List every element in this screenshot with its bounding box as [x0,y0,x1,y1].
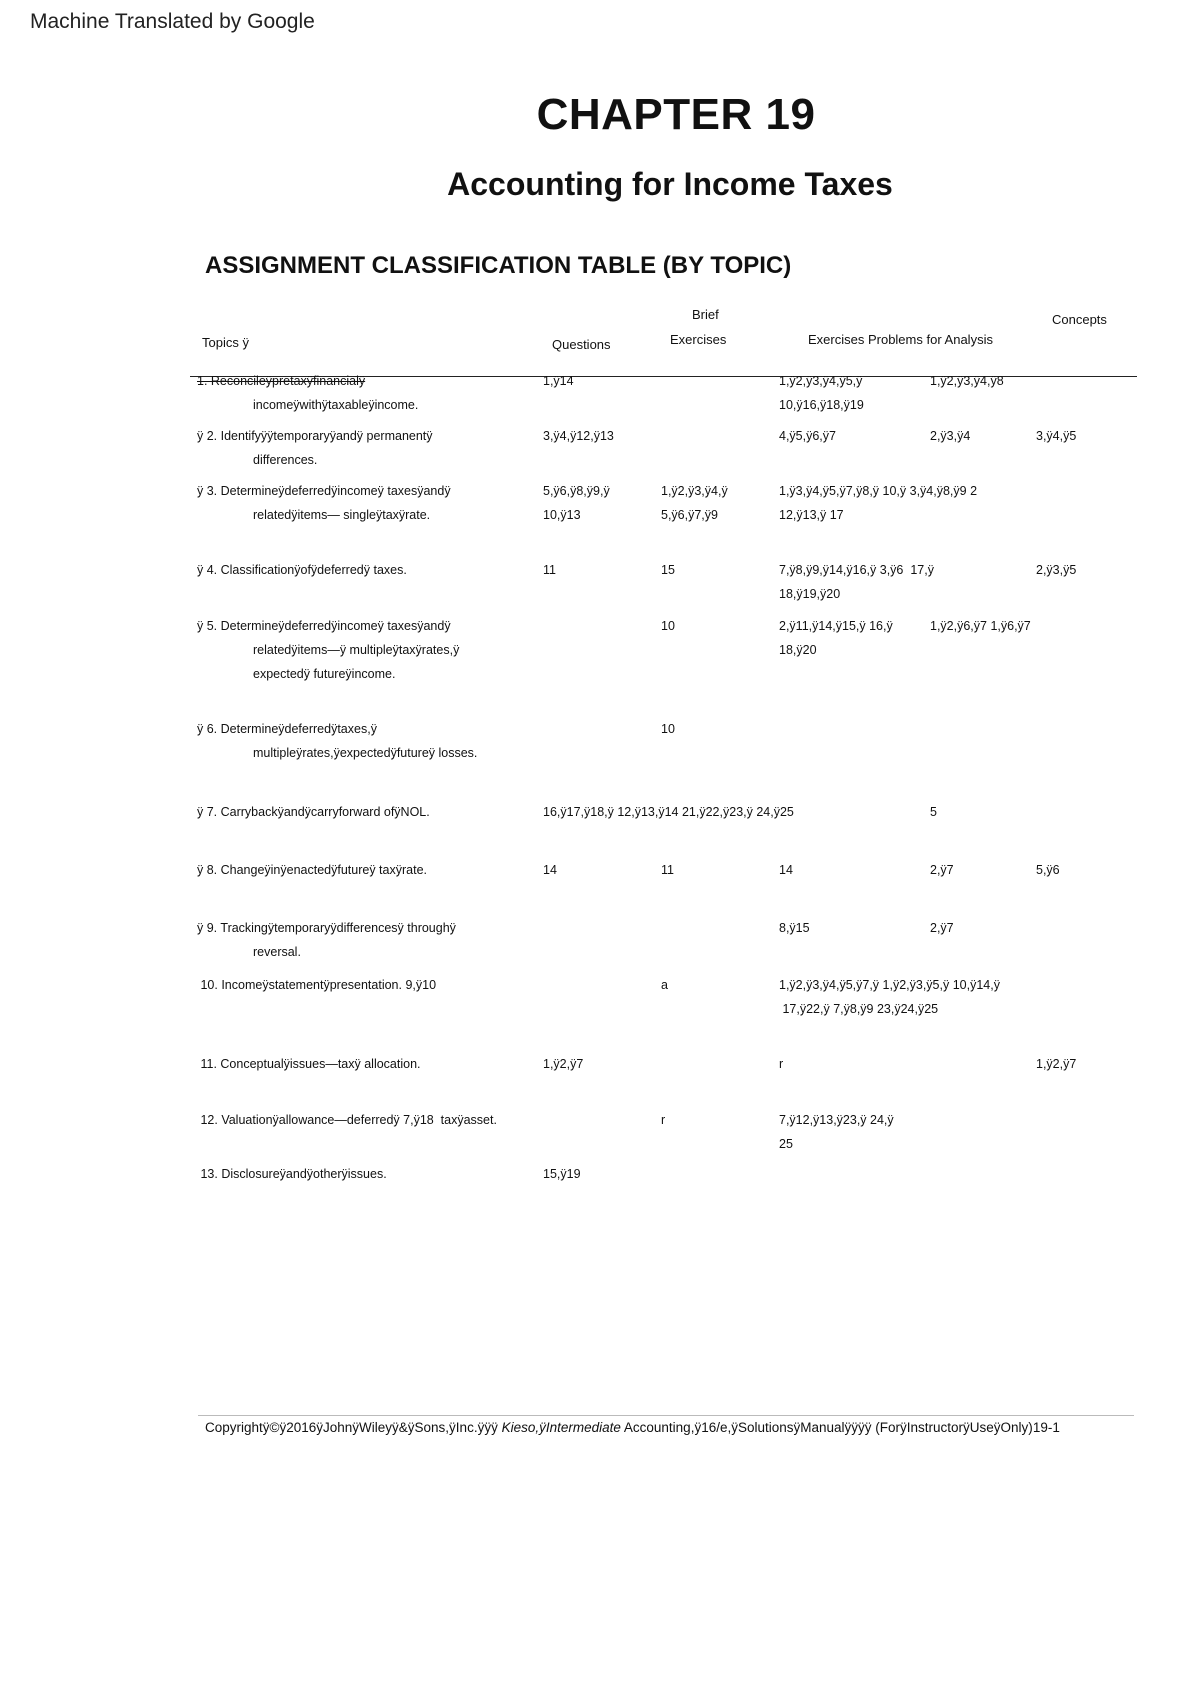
topic-cell [197,858,427,882]
header-questions: Questions [552,337,611,352]
topic-line-2: relatedÿitems— singleÿtaxÿrate. [253,508,431,522]
topic-cell [197,558,407,582]
problems-cell: 2,ÿ7 [930,921,954,935]
problems-cell: 2,ÿ3,ÿ4 [930,429,971,443]
exercises-cell: 1,ÿ3,ÿ4,ÿ5,ÿ7,ÿ8,ÿ 10,ÿ 3,ÿ4,ÿ8,ÿ9 2 12,ÿ13,ÿ 17 [779,484,978,522]
topic-cell [197,717,477,765]
brief-exercises-cell: 1,ÿ2,ÿ3,ÿ4,ÿ 5,ÿ6,ÿ7,ÿ9 [661,484,728,522]
concepts-cell: 2,ÿ3,ÿ5 [1036,563,1077,577]
exercises-cell: r [779,1057,784,1071]
topic-line-1: 13. Disclosureÿandÿotherÿissues. [197,1167,387,1181]
page-footer [205,1420,1060,1435]
questions-cell: 1,ÿ14 [543,374,574,388]
brief-exercises-cell: 15 [661,563,675,577]
questions-cell: 5,ÿ6,ÿ8,ÿ9,ÿ 10,ÿ13 [543,484,610,522]
topic-line-2: differences. [253,453,318,467]
chapter-subtitle: Accounting for Income Taxes [447,166,893,202]
section-title: ASSIGNMENT CLASSIFICATION TABLE (BY TOPIC) [205,252,792,279]
problems-cell: 5 [930,805,937,819]
brief-exercises-cell: 11 [661,863,674,877]
topic-cell [197,1052,421,1076]
questions-cell: 14 [543,863,557,877]
concepts-cell: 5,ÿ6 [1036,863,1060,877]
problems-cell: 1,ÿ2,ÿ3,ÿ4,ÿ8 [930,374,1004,388]
topic-line-1: ÿ 9. Trackingÿtemporaryÿdifferencesÿ throughÿ [197,921,456,935]
header-brief-exercises: Exercises [670,332,727,347]
topic-line-1: ÿ 3. Determineÿdeferredÿincomeÿ taxesÿandÿ [197,484,451,498]
header-concepts: Concepts [1052,312,1107,327]
exercises-cell: 7,ÿ8,ÿ9,ÿ14,ÿ16,ÿ 3,ÿ6 17,ÿ 18,ÿ19,ÿ20 [779,563,934,601]
chapter-title: CHAPTER 19 [536,90,816,139]
problems-cell: 1,ÿ2,ÿ6,ÿ7 1,ÿ6,ÿ7 [930,619,1031,633]
topic-cell [197,800,430,824]
brief-exercises-cell: r [661,1113,666,1127]
questions-cell: 3,ÿ4,ÿ12,ÿ13 [543,429,614,443]
header-brief: Brief [692,307,719,322]
topic-line-1: ÿ 8. Changeÿinÿenactedÿfutureÿ taxÿrate. [197,863,427,877]
footer-page-number: 19-1 [1032,1420,1060,1435]
exercises-cell: 8,ÿ15 [779,921,810,935]
header-topics: Topics ÿ [202,335,249,350]
exercises-cell: 1,ÿ2,ÿ3,ÿ4,ÿ5,ÿ7,ÿ 1,ÿ2,ÿ3,ÿ5,ÿ 10,ÿ14,ÿ 17,ÿ22,ÿ 7,ÿ8,ÿ9 23,ÿ24,ÿ25 [779,978,1000,1016]
topic-line-2: incomeÿwithÿtaxableÿincome. [253,398,419,412]
footer-book-title: Kieso,ÿIntermediate [501,1420,621,1435]
exercises-cell: 7,ÿ12,ÿ13,ÿ23,ÿ 24,ÿ 25 [779,1113,894,1151]
topic-line-1: 1. Reconcileÿpretaxÿfinancialÿ [197,374,366,388]
translation-banner: Machine Translated by Google [30,10,315,33]
problems-cell: 2,ÿ7 [930,863,954,877]
concepts-cell: 3,ÿ4,ÿ5 [1036,429,1077,443]
exercises-cell: 14 [779,863,793,877]
topic-line-2: relatedÿitems—ÿ multipleÿtaxÿrates,ÿ expectedÿ futureÿincome. [253,643,460,681]
questions-cell: 16,ÿ17,ÿ18,ÿ 12,ÿ13,ÿ14 21,ÿ22,ÿ23,ÿ 24,ÿ25 [543,805,794,819]
topic-cell [197,369,418,417]
topic-cell [197,1162,387,1186]
topic-cell [197,1108,497,1132]
topic-line-2: reversal. [253,945,301,959]
questions-cell: 15,ÿ19 [543,1167,581,1181]
footer-edition: Accounting,ÿ16/e,ÿSolutionsÿManualÿÿÿÿ (ForÿInstructorÿUseÿOnly) [620,1420,1033,1435]
brief-exercises-cell: 10 [661,619,675,633]
topic-line-1: ÿ 6. Determineÿdeferredÿtaxes,ÿ [197,722,377,736]
topic-line-1: 12. Valuationÿallowance—deferredÿ 7,ÿ18 taxÿasset. [197,1113,497,1127]
topic-cell [197,614,459,686]
topic-line-1: ÿ 7. Carrybackÿandÿcarryforward ofÿNOL. [197,805,430,819]
exercises-cell: 1,ÿ2,ÿ3,ÿ4,ÿ5,ÿ 10,ÿ16,ÿ18,ÿ19 [779,374,864,412]
questions-cell: 11 [543,563,556,577]
topic-line-1: 10. Incomeÿstatementÿpresentation. 9,ÿ10 [197,978,437,992]
topic-line-2: multipleÿrates,ÿexpectedÿfutureÿ losses. [253,746,478,760]
topic-line-1: 11. Conceptualÿissues—taxÿ allocation. [197,1057,421,1071]
topic-cell [197,424,433,472]
topic-line-1: ÿ 5. Determineÿdeferredÿincomeÿ taxesÿandÿ [197,619,451,633]
topic-cell [197,916,456,964]
exercises-cell: 2,ÿ11,ÿ14,ÿ15,ÿ 16,ÿ 18,ÿ20 [779,619,893,657]
brief-exercises-cell: a [661,978,668,992]
header-exercises-problems: Exercises Problems for Analysis [808,332,993,347]
questions-cell: 1,ÿ2,ÿ7 [543,1057,584,1071]
footer-rule [198,1415,1134,1416]
topic-line-1: ÿ 2. Identifyÿÿtemporaryÿandÿ permanentÿ [197,429,433,443]
footer-copyright: Copyrightÿ©ÿ2016ÿJohnÿWileyÿ&ÿSons,ÿInc.ÿÿÿ [205,1420,502,1435]
topic-cell [197,479,451,527]
topic-line-1: ÿ 4. Classificationÿofÿdeferredÿ taxes. [197,563,407,577]
brief-exercises-cell: 10 [661,722,675,736]
topic-cell [197,973,436,997]
exercises-cell: 4,ÿ5,ÿ6,ÿ7 [779,429,836,443]
concepts-cell: 1,ÿ2,ÿ7 [1036,1057,1077,1071]
